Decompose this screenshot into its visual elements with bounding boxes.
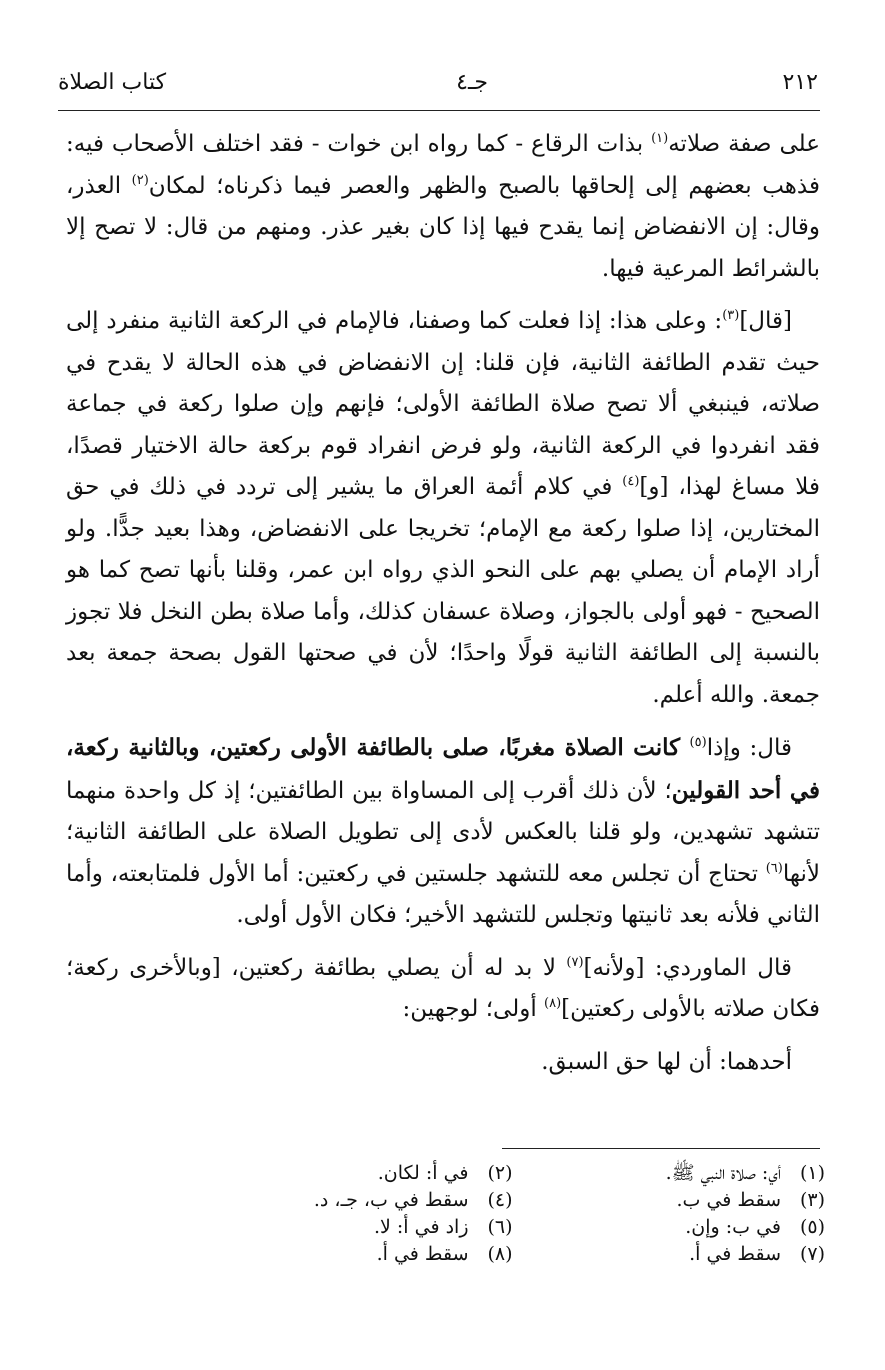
page-number: ٢١٢ bbox=[782, 70, 818, 95]
footnote-item bbox=[200, 1160, 513, 1187]
book-title: كتاب الصلاة bbox=[58, 70, 167, 95]
footnote-text: سقط في ب، جـ، د. bbox=[313, 1189, 469, 1211]
footnote-text: أي: صلاة النبي ﷺ. bbox=[665, 1162, 781, 1184]
footnote-number: (٤) bbox=[487, 1189, 513, 1211]
footnote-ref[interactable]: (٢) bbox=[131, 172, 149, 188]
footnote-ref[interactable]: (٤) bbox=[622, 474, 640, 489]
text-run: لا بد له أن يصلي بطائفة ركعتين، [وبالأخرى ركعة؛ فكان صلاته بالأولى ركعتين] bbox=[66, 954, 820, 1022]
footnote-text: سقط في أ. bbox=[689, 1243, 781, 1265]
text-run: ؛ لأن ذلك أقرب إلى المساواة بين الطائفتين؛ إذ كل واحدة منهما تتشهد تشهدين، ولو قلنا بالعكس لأدى إلى تطويل الصلاة على الطائفة الثانية؛ لأنها bbox=[66, 777, 820, 887]
footnote-number: (٨) bbox=[487, 1243, 513, 1265]
bold-text-run: كانت الصلاة مغربًا، صلى بالطائفة الأولى ركعتين، وبالثانية ركعة، في أحد القولين bbox=[66, 734, 820, 804]
footnote-item bbox=[513, 1214, 826, 1241]
footnote-ref[interactable]: (٨) bbox=[544, 996, 562, 1011]
header-divider bbox=[58, 110, 820, 111]
footnote-number: (٥) bbox=[799, 1216, 825, 1238]
paragraph-4 bbox=[66, 948, 820, 1031]
footnote-number: (٣) bbox=[799, 1189, 825, 1211]
text-run: [قال] bbox=[739, 308, 792, 334]
text-run: العذر، وقال: إن الانفضاض إنما يقدح فيها إذا كان بغير عذر. ومنهم من قال: لا تصح إلا بالشرائط المرعية فيها. bbox=[66, 172, 820, 282]
footnote-text: سقط في ب. bbox=[676, 1189, 781, 1211]
main-text bbox=[66, 124, 820, 1094]
footnote-item bbox=[513, 1187, 826, 1214]
footnote-divider bbox=[502, 1148, 820, 1149]
footnote-item bbox=[513, 1241, 826, 1268]
text-run: قال: وإذا bbox=[706, 735, 792, 761]
footnote-row bbox=[200, 1241, 825, 1268]
footnote-number: (٦) bbox=[487, 1216, 513, 1238]
volume-label: جـ٤ bbox=[456, 70, 488, 95]
text-run: : وعلى هذا: إذا فعلت كما وصفنا، فالإمام في الركعة الثانية منفرد إلى حيث تقدم الطائفة الثانية، فإن قلنا: إن الانفضاض في هذه الحالة لا يقدح في صلاته، فينبغي ألا تصح صلاة الطائفة الأولى؛ فإنهم وإن صلوا ركعة في جماعة فقد انفردوا في الركعة الثانية، ولو فرض انفراد قوم بركعة حالة الاختيار قصدًا، فلا مساغ لهذا، [و] bbox=[66, 308, 820, 500]
footnote-number: (٧) bbox=[799, 1243, 825, 1265]
text-run: قال الماوردي: [ولأنه] bbox=[583, 954, 792, 981]
paragraph-3 bbox=[66, 727, 820, 937]
footnote-ref[interactable]: (٣) bbox=[722, 308, 740, 323]
footnote-ref[interactable]: (٥) bbox=[689, 735, 707, 750]
footnote-ref[interactable]: (٧) bbox=[566, 954, 584, 970]
text-run: على صفة صلاته bbox=[668, 131, 820, 157]
text-run: تحتاج أن تجلس معه للتشهد جلستين في ركعتين: أما الأول فلمتابعته، وأما الثاني فلأنه بعد ثانيتها وتجلس للتشهد الأخير؛ فكان الأول أولى. bbox=[66, 860, 820, 928]
paragraph-1 bbox=[66, 124, 820, 290]
footnote-item bbox=[200, 1214, 513, 1241]
text-run: في كلام أئمة العراق ما يشير إلى تردد في ذلك في حق المختارين، إذا صلوا ركعة مع الإمام؛ تخريجا على الانفضاض، وهذا بعيد جدًّا. ولو أراد الإمام أن يصلي بهم على النحو الذي رواه ابن عمر، وقلنا بأنها تصح كما هو الصحيح - فهو أولى بالجواز، وصلاة عسفان كذلك، وأما صلاة بطن النخل فلا تجوز بالنسبة إلى الطائفة الثانية قولًا واحدًا؛ لأن في صحتها القول بصحة جمعة بعد جمعة. والله أعلم. bbox=[66, 474, 820, 708]
text-run: بذات الرقاع - كما رواه ابن خوات - فقد اختلف الأصحاب فيه: فذهب بعضهم إلى إلحاقها بالصبح والظهر والعصر فيما ذكرناه؛ لمكان bbox=[66, 131, 820, 199]
footnote-ref[interactable]: (٦) bbox=[765, 860, 783, 876]
text-run: أولى؛ لوجهين: bbox=[402, 996, 545, 1022]
page-header bbox=[58, 70, 818, 104]
footnote-text: في أ: لكان. bbox=[377, 1162, 469, 1184]
footnote-ref[interactable]: (١) bbox=[651, 131, 669, 146]
footnotes bbox=[200, 1160, 825, 1268]
footnote-row bbox=[200, 1214, 825, 1241]
footnote-number: (٢) bbox=[487, 1162, 513, 1184]
footnote-text: زاد في أ: لا. bbox=[373, 1216, 469, 1238]
footnote-row bbox=[200, 1160, 825, 1187]
footnote-item bbox=[513, 1160, 826, 1187]
paragraph-5: أحدهما: أن لها حق السبق. bbox=[541, 1048, 792, 1075]
footnote-number: (١) bbox=[799, 1162, 825, 1184]
footnote-row bbox=[200, 1187, 825, 1214]
footnote-item bbox=[200, 1241, 513, 1268]
paragraph-2 bbox=[66, 301, 820, 716]
footnote-text: سقط في أ. bbox=[376, 1243, 469, 1265]
footnote-text: في ب: وإن. bbox=[685, 1216, 781, 1238]
footnote-item bbox=[200, 1187, 513, 1214]
